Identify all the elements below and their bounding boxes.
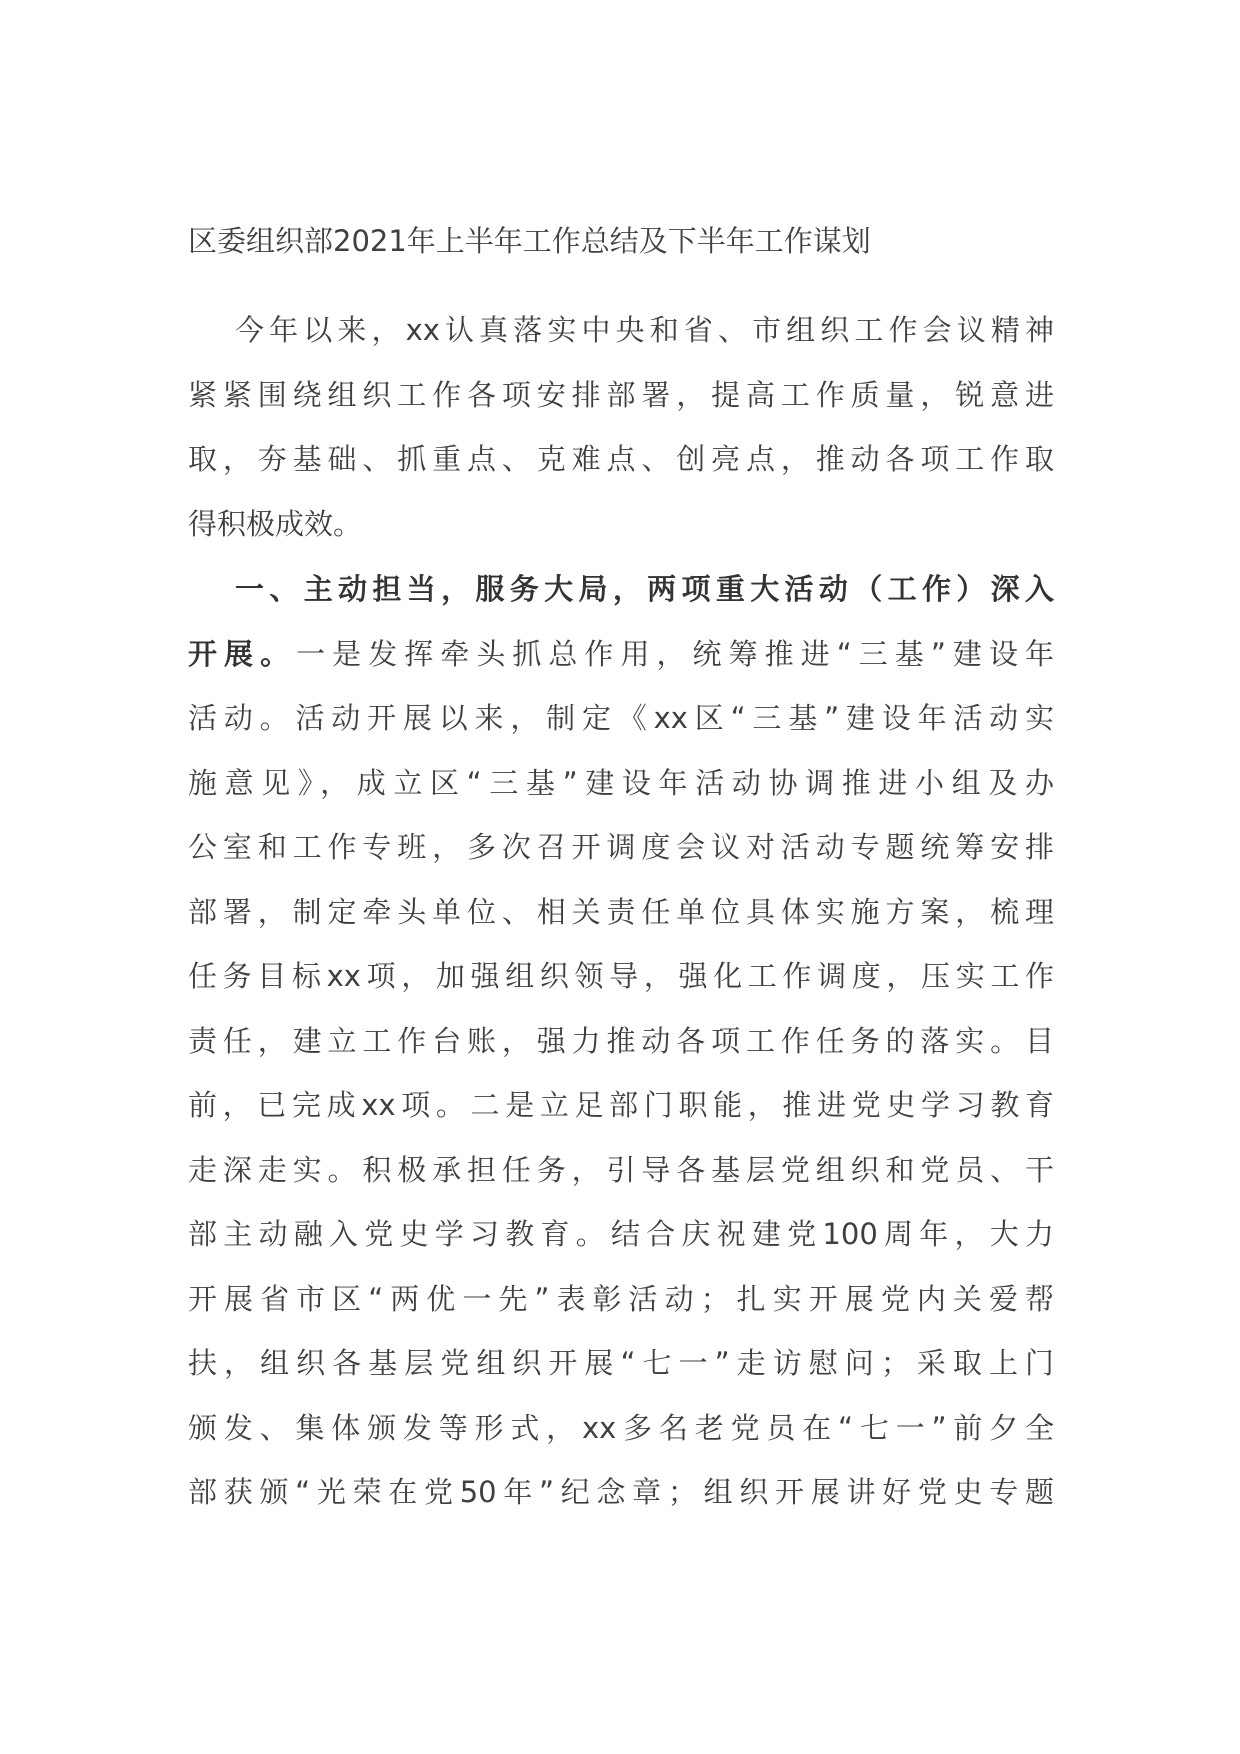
text-run: 一是发挥牵头抓总作用，统筹推进“三基”建设年 xyxy=(296,636,1054,671)
text-line: 前，已完成xx项。二是立足部门职能，推进党史学习教育 xyxy=(188,1088,1054,1122)
text-line: 活动。活动开展以来，制定《xx区“三基”建设年活动实 xyxy=(188,701,1054,735)
text-line: 部获颁“光荣在党50年”纪念章；组织开展讲好党史专题 xyxy=(188,1475,1054,1509)
intro-paragraph xyxy=(188,298,1054,556)
text-line: 走深走实。积极承担任务，引导各基层党组织和党员、干 xyxy=(188,1152,1054,1187)
text-line: 开展省市区“两优一先”表彰活动；扎实开展党内关爱帮 xyxy=(188,1281,1054,1316)
section-one-paragraph xyxy=(188,557,1054,1525)
text-line: 公室和工作专班，多次召开调度会议对活动专题统筹安排 xyxy=(188,830,1054,864)
section-heading-end: 开展。 xyxy=(188,636,297,671)
text-line: 扶，组织各基层党组织开展“七一”走访慰问；采取上门 xyxy=(188,1346,1054,1380)
text-line: 紧紧围绕组织工作各项安排部署，提高工作质量，锐意进 xyxy=(188,377,1054,412)
text-line: 施意见》，成立区“三基”建设年活动协调推进小组及办 xyxy=(188,765,1054,800)
text-line: 颁发、集体颁发等形式，xx多名老党员在“七一”前夕全 xyxy=(188,1410,1054,1445)
text-line: 取，夯基础、抓重点、克难点、创亮点，推动各项工作取 xyxy=(188,442,1054,476)
document-title: 区委组织部2021年上半年工作总结及下半年工作谋划 xyxy=(188,224,871,258)
text-line: 今年以来，xx认真落实中央和省、市组织工作会议精神 xyxy=(235,313,1054,347)
text-line: 部主动融入党史学习教育。结合庆祝建党100周年，大力 xyxy=(188,1217,1054,1251)
text-line: 得积极成效。 xyxy=(188,506,363,541)
section-heading: 一、主动担当，服务大局，两项重大活动（工作）深入 xyxy=(235,572,1054,606)
text-line: 部署，制定牵头单位、相关责任单位具体实施方案，梳理 xyxy=(188,894,1054,929)
text-line: 任务目标xx项，加强组织领导，强化工作调度，压实工作 xyxy=(188,959,1054,993)
text-line: 责任，建立工作台账，强力推动各项工作任务的落实。目 xyxy=(188,1023,1054,1058)
text-line xyxy=(188,622,1054,687)
